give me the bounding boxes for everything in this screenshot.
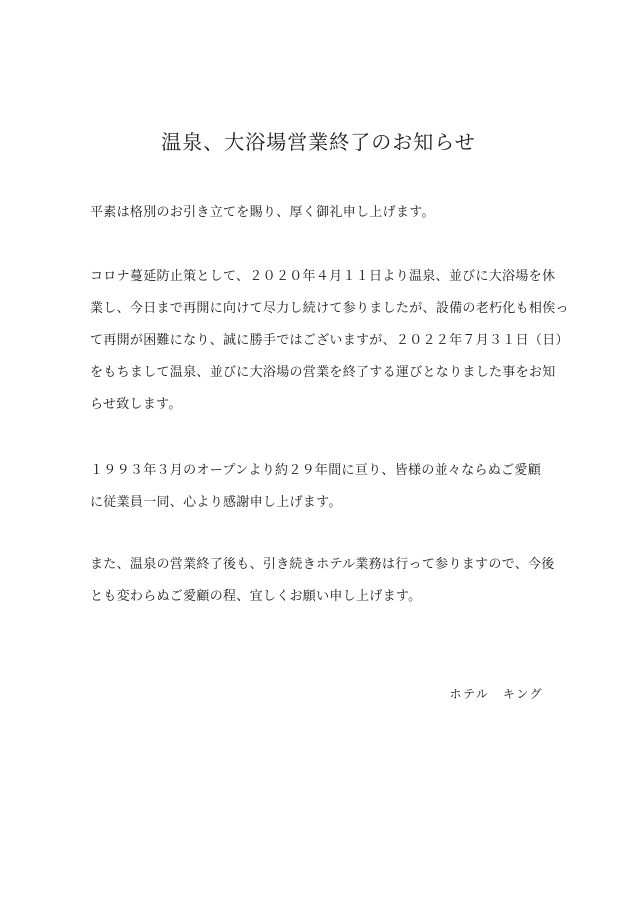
paragraph-line: とも変わらぬご愛顧の程、宜しくお願い申し上げます。 [90,589,422,604]
continuation-paragraph [90,549,555,613]
paragraph-line: をもちまして温泉、並びに大浴場の営業を終了する運びとなりました事をお知 [90,365,556,380]
paragraph-line: コロナ蔓延防止策として、２０２０年４月１１日より温泉、並びに大浴場を休 [90,269,556,284]
paragraph-line: 業し、今日まで再開に向けて尽力し続けて参りましたが、設備の老朽化も相俟っ [90,301,569,316]
greeting-paragraph [90,197,550,229]
paragraph-line: １９９３年３月のオープンより約２９年間に亘り、皆様の並々ならぬご愛顧 [90,463,542,478]
closure-paragraph [90,261,569,421]
hotel-signature: ホテル キング [449,687,543,701]
paragraph-line: て再開が困難になり、誠に勝手ではございますが、２０２２年７月３１日（日） [90,333,569,348]
notice-title: 温泉、大浴場営業終了のお知らせ [161,130,476,154]
paragraph-line: に従業員一同、心より感謝申し上げます。 [90,495,342,510]
thanks-paragraph [90,455,550,519]
paragraph-line: らせ致します。 [90,397,182,412]
paragraph-line: また、温泉の営業終了後も、引き続きホテル業務は行って参りますので、今後 [90,557,555,572]
greeting-line: 平素は格別のお引き立てを賜り、厚く御礼申し上げます。 [90,205,435,220]
